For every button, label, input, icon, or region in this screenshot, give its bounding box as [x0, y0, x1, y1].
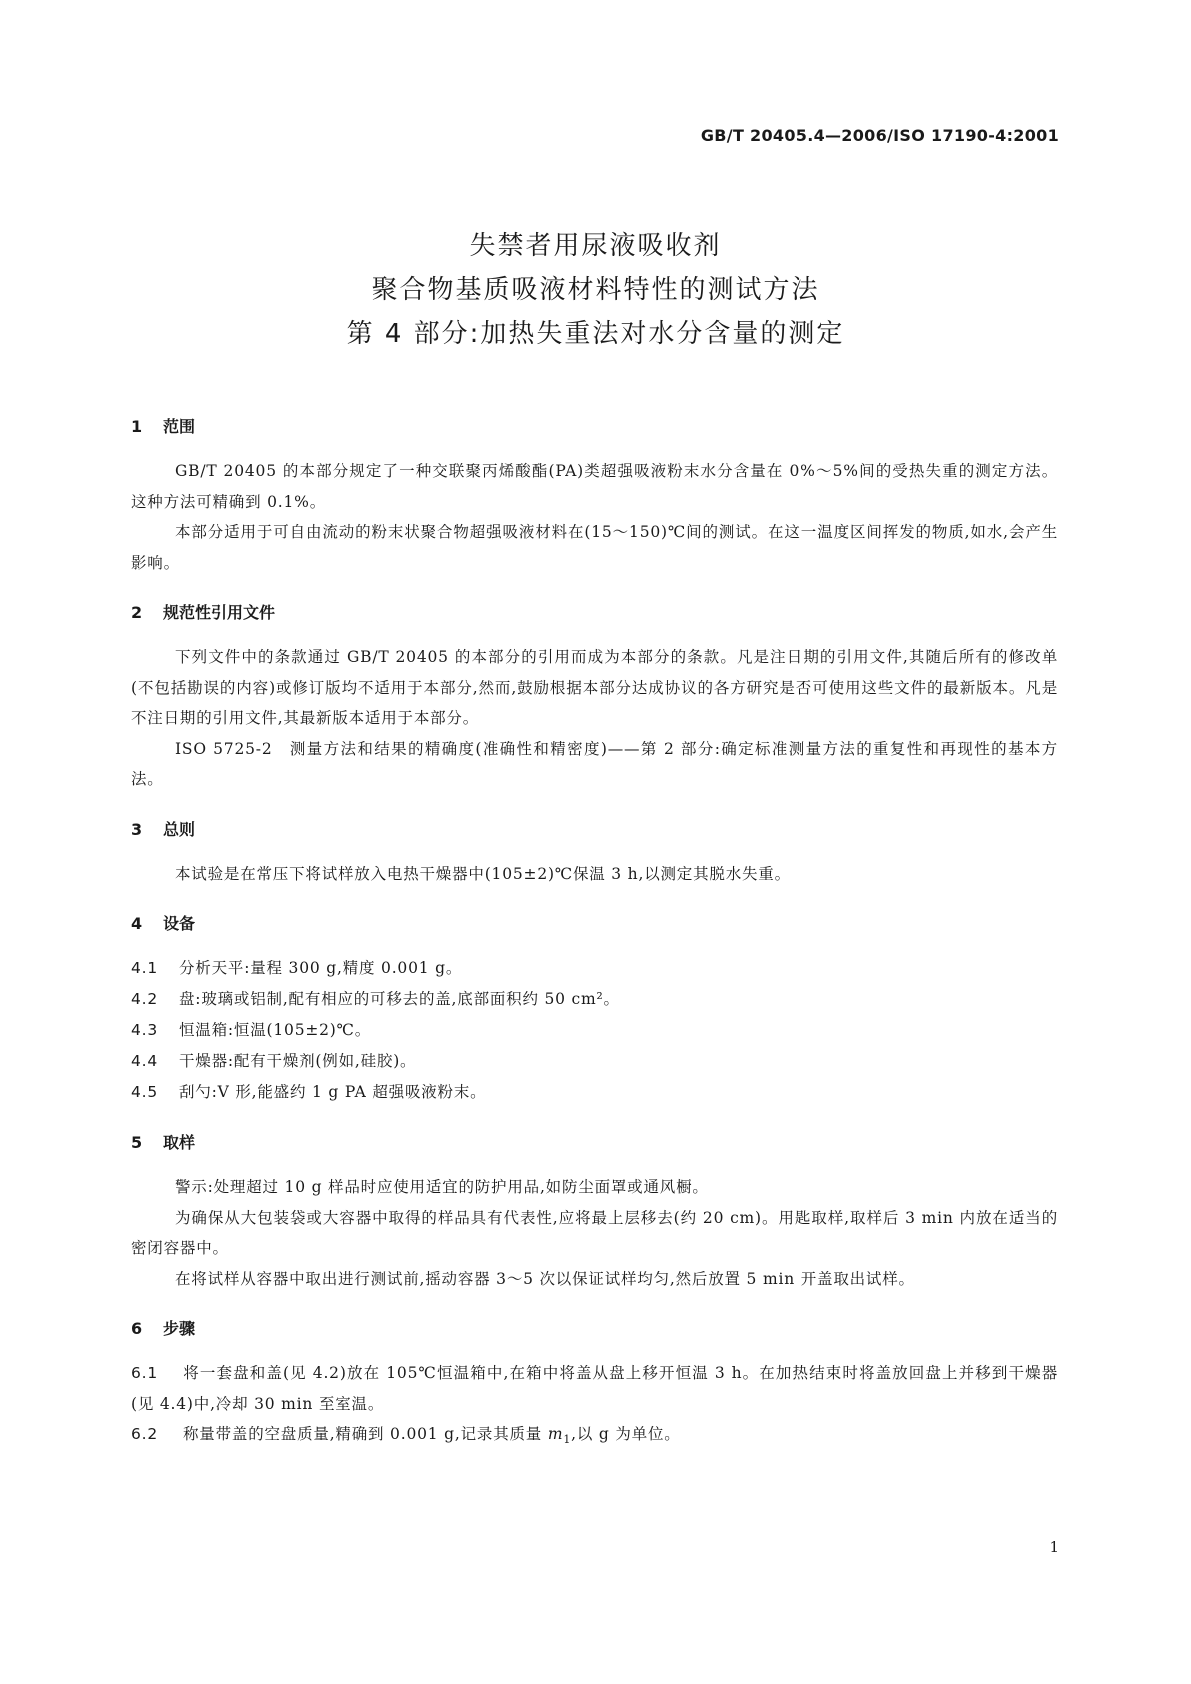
- item-text: 刮勺:V 形,能盛约 1 g PA 超强吸液粉末。: [179, 1083, 487, 1101]
- section-5-paragraph-2: 为确保从大包装袋或大容器中取得的样品具有代表性,应将最上层移去(约 20 cm)。用匙取样,取样后 3 min 内放在适当的密闭容器中。: [131, 1208, 1058, 1257]
- document-title: [0, 224, 1191, 356]
- item-number: 4.4: [131, 1052, 159, 1070]
- step-number: 6.1: [131, 1364, 159, 1382]
- title-line-3: 第 4 部分:加热失重法对水分含量的测定: [346, 319, 845, 349]
- section-title: 范围: [163, 417, 196, 436]
- section-1-heading: [131, 416, 1058, 438]
- section-number: 1: [131, 417, 143, 436]
- section-5-warning: 警示:处理超过 10 g 样品时应使用适宜的防护用品,如防尘面罩或通风橱。: [175, 1178, 709, 1196]
- item-text: 干燥器:配有干燥剂(例如,硅胶)。: [179, 1052, 417, 1070]
- step-text: 将一套盘和盖(见 4.2)放在 105℃恒温箱中,在箱中将盖从盘上移开恒温 3 h。在加热结束时将盖放回盘上并移到干燥器(见 4.4)中,冷却 30 min 至室温。: [131, 1364, 1058, 1413]
- section-title: 设备: [163, 914, 196, 933]
- title-line-1: 失禁者用尿液吸收剂: [469, 231, 722, 261]
- item-text: 分析天平:量程 300 g,精度 0.001 g。: [179, 959, 463, 977]
- equipment-item: [131, 984, 1058, 1015]
- item-number: 4.3: [131, 1021, 159, 1039]
- item-text: 盘:玻璃或铝制,配有相应的可移去的盖,底部面积约 50 cm²。: [179, 990, 620, 1008]
- section-number: 5: [131, 1133, 143, 1152]
- equipment-item: [131, 1077, 1058, 1108]
- step-text: 称量带盖的空盘质量,精确到 0.001 g,记录其质量: [183, 1425, 548, 1443]
- section-title: 取样: [163, 1133, 196, 1152]
- document-body: [131, 416, 1058, 1456]
- section-title: 规范性引用文件: [163, 603, 276, 622]
- step-text-end: ,以 g 为单位。: [571, 1425, 681, 1443]
- title-line-2: 聚合物基质吸液材料特性的测试方法: [371, 275, 820, 305]
- section-number: 4: [131, 914, 143, 933]
- section-4-heading: [131, 913, 1058, 935]
- standard-code: GB/T 20405.4—2006/ISO 17190-4:2001: [700, 126, 1059, 145]
- page-number: 1: [1049, 1538, 1059, 1556]
- equipment-item: [131, 1015, 1058, 1046]
- item-number: 4.5: [131, 1083, 159, 1101]
- procedure-step-6-1: [131, 1358, 1058, 1419]
- item-number: 4.1: [131, 959, 159, 977]
- section-number: 2: [131, 603, 143, 622]
- section-1-paragraph-2: 本部分适用于可自由流动的粉末状聚合物超强吸液材料在(15～150)℃间的测试。在这一温度区间挥发的物质,如水,会产生影响。: [131, 523, 1058, 572]
- section-1-paragraph-1: GB/T 20405 的本部分规定了一种交联聚丙烯酸酯(PA)类超强吸液粉末水分含量在 0%～5%间的受热失重的测定方法。这种方法可精确到 0.1%。: [131, 462, 1058, 511]
- section-2-paragraph-1: 下列文件中的条款通过 GB/T 20405 的本部分的引用而成为本部分的条款。凡是注日期的引用文件,其随后所有的修改单(不包括勘误的内容)或修订版均不适用于本部分,然而,鼓励根据本部分达成协议的各方研究是否可使用这些文件的最新版本。凡是不注日期的引用文件,其最新版本适用于本部分。: [131, 648, 1058, 727]
- procedure-step-6-2: [131, 1419, 1058, 1456]
- mass-variable: m: [547, 1425, 564, 1443]
- section-2-reference: ISO 5725-2 测量方法和结果的精确度(准确性和精密度)——第 2 部分:确定标准测量方法的重复性和再现性的基本方法。: [131, 739, 1058, 788]
- section-6-heading: [131, 1318, 1058, 1340]
- mass-subscript: 1: [563, 1433, 572, 1447]
- section-title: 步骤: [163, 1319, 196, 1338]
- section-title: 总则: [163, 819, 196, 839]
- section-number: 6: [131, 1319, 143, 1338]
- item-number: 4.2: [131, 990, 159, 1008]
- section-number: 3: [131, 819, 143, 839]
- equipment-item: [131, 953, 1058, 984]
- section-3-heading: [131, 819, 1058, 841]
- section-5-heading: [131, 1132, 1058, 1154]
- step-number: 6.2: [131, 1425, 159, 1443]
- equipment-item: [131, 1046, 1058, 1077]
- section-2-heading: [131, 602, 1058, 624]
- section-5-paragraph-3: 在将试样从容器中取出进行测试前,摇动容器 3～5 次以保证试样均匀,然后放置 5 min 开盖取出试样。: [175, 1269, 915, 1288]
- section-3-paragraph-1: 本试验是在常压下将试样放入电热干燥器中(105±2)℃保温 3 h,以测定其脱水失重。: [175, 864, 791, 883]
- item-text: 恒温箱:恒温(105±2)℃。: [179, 1021, 372, 1039]
